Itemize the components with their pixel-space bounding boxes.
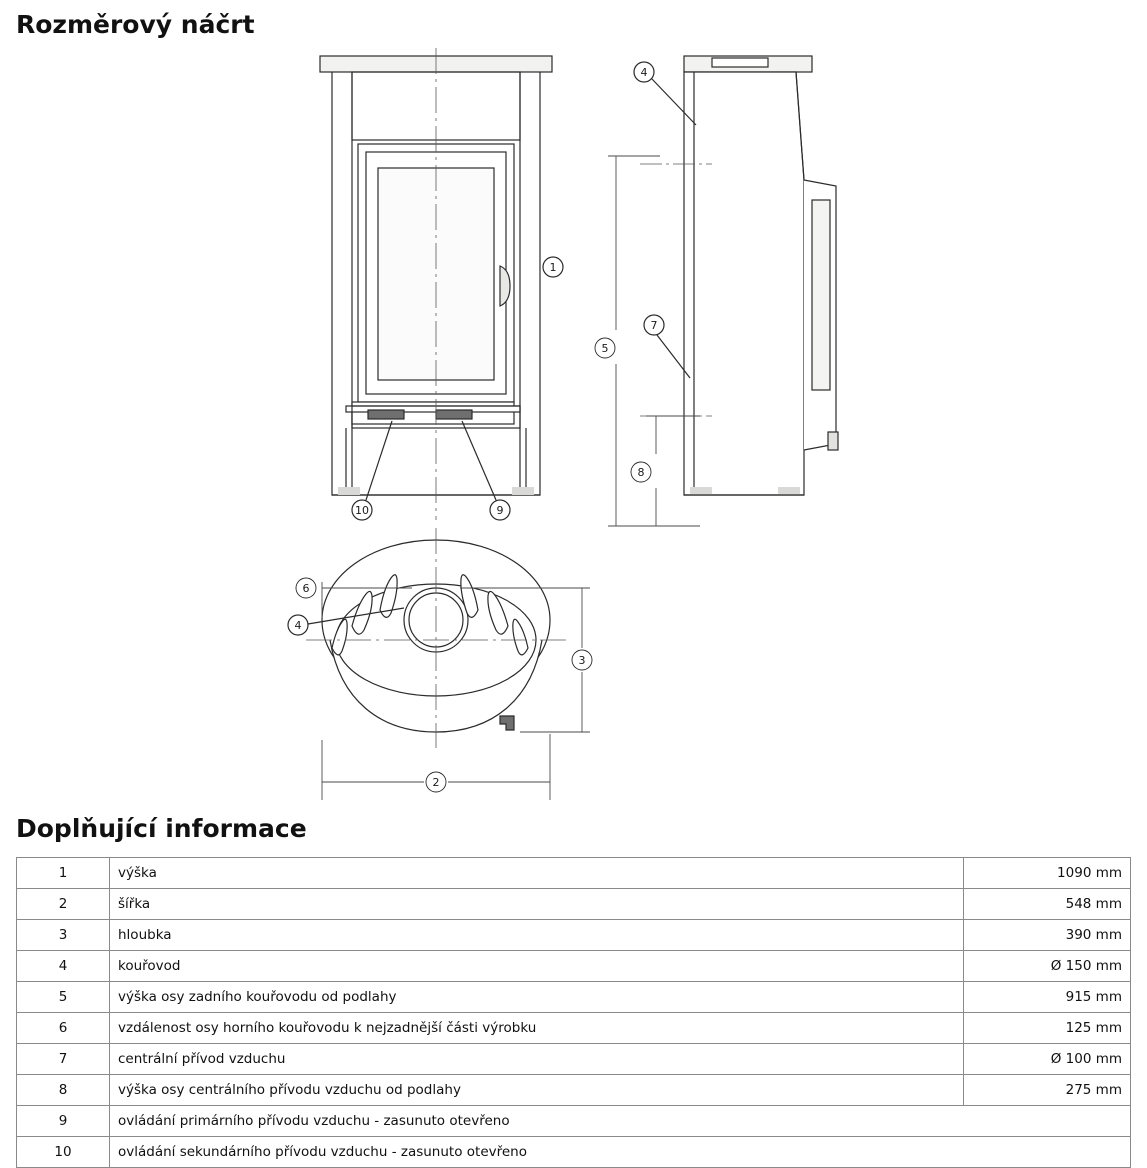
- table-row: [17, 1137, 1131, 1168]
- svg-text:5: 5: [601, 342, 609, 355]
- callout-10: [352, 421, 392, 520]
- svg-text:9: 9: [496, 504, 504, 517]
- row-description: kouřovod: [110, 951, 964, 982]
- svg-text:10: 10: [355, 504, 369, 517]
- row-value: 915 mm: [964, 982, 1131, 1013]
- row-description: šířka: [110, 889, 964, 920]
- svg-text:1: 1: [549, 261, 557, 274]
- info-section-title: Doplňující informace: [16, 814, 307, 843]
- table-row: [17, 1106, 1131, 1137]
- row-number: 2: [17, 889, 110, 920]
- callout-1: [543, 257, 563, 277]
- row-number: 9: [17, 1106, 110, 1137]
- front-elevation-view: [320, 48, 552, 520]
- additional-information-table: [16, 857, 1131, 1168]
- row-value: 125 mm: [964, 1013, 1131, 1044]
- row-number: 7: [17, 1044, 110, 1075]
- row-value: Ø 100 mm: [964, 1044, 1131, 1075]
- callout-7: [644, 315, 690, 378]
- row-value: Ø 150 mm: [964, 951, 1131, 982]
- table-row: [17, 1075, 1131, 1106]
- row-description: centrální přívod vzduchu: [110, 1044, 964, 1075]
- row-number: 5: [17, 982, 110, 1013]
- row-number: 8: [17, 1075, 110, 1106]
- row-number: 4: [17, 951, 110, 982]
- row-description: výška osy centrálního přívodu vzduchu od podlahy: [110, 1075, 964, 1106]
- stove-dimension-drawing: [0, 40, 1147, 800]
- callout-9: [462, 421, 510, 520]
- row-value: 275 mm: [964, 1075, 1131, 1106]
- row-description: ovládání sekundárního přívodu vzduchu - zasunuto otevřeno: [110, 1137, 1131, 1168]
- table-row: [17, 889, 1131, 920]
- table-row: [17, 1044, 1131, 1075]
- row-number: 6: [17, 1013, 110, 1044]
- row-description: ovládání primárního přívodu vzduchu - zasunuto otevřeno: [110, 1106, 1131, 1137]
- row-description: výška osy zadního kouřovodu od podlahy: [110, 982, 964, 1013]
- top-plan-view: [306, 528, 566, 748]
- row-description: vzdálenost osy horního kouřovodu k nejzadnější části výrobku: [110, 1013, 964, 1044]
- row-number: 1: [17, 858, 110, 889]
- svg-text:4: 4: [294, 619, 302, 632]
- svg-text:8: 8: [637, 466, 645, 479]
- table-row: [17, 982, 1131, 1013]
- table-row: [17, 920, 1131, 951]
- svg-text:2: 2: [432, 776, 440, 789]
- side-elevation-view: [637, 56, 838, 495]
- row-description: hloubka: [110, 920, 964, 951]
- table-row: [17, 1013, 1131, 1044]
- drawing-section-title: Rozměrový náčrt: [16, 10, 255, 39]
- svg-text:3: 3: [578, 654, 586, 667]
- row-value: 548 mm: [964, 889, 1131, 920]
- row-number: 10: [17, 1137, 110, 1168]
- row-value: 1090 mm: [964, 858, 1131, 889]
- technical-drawing: [0, 40, 1147, 800]
- svg-text:4: 4: [640, 66, 648, 79]
- svg-text:7: 7: [650, 319, 658, 332]
- table-row: [17, 951, 1131, 982]
- row-value: 390 mm: [964, 920, 1131, 951]
- table-row: [17, 858, 1131, 889]
- table-body: [17, 858, 1131, 1168]
- svg-text:6: 6: [302, 582, 310, 595]
- row-description: výška: [110, 858, 964, 889]
- row-number: 3: [17, 920, 110, 951]
